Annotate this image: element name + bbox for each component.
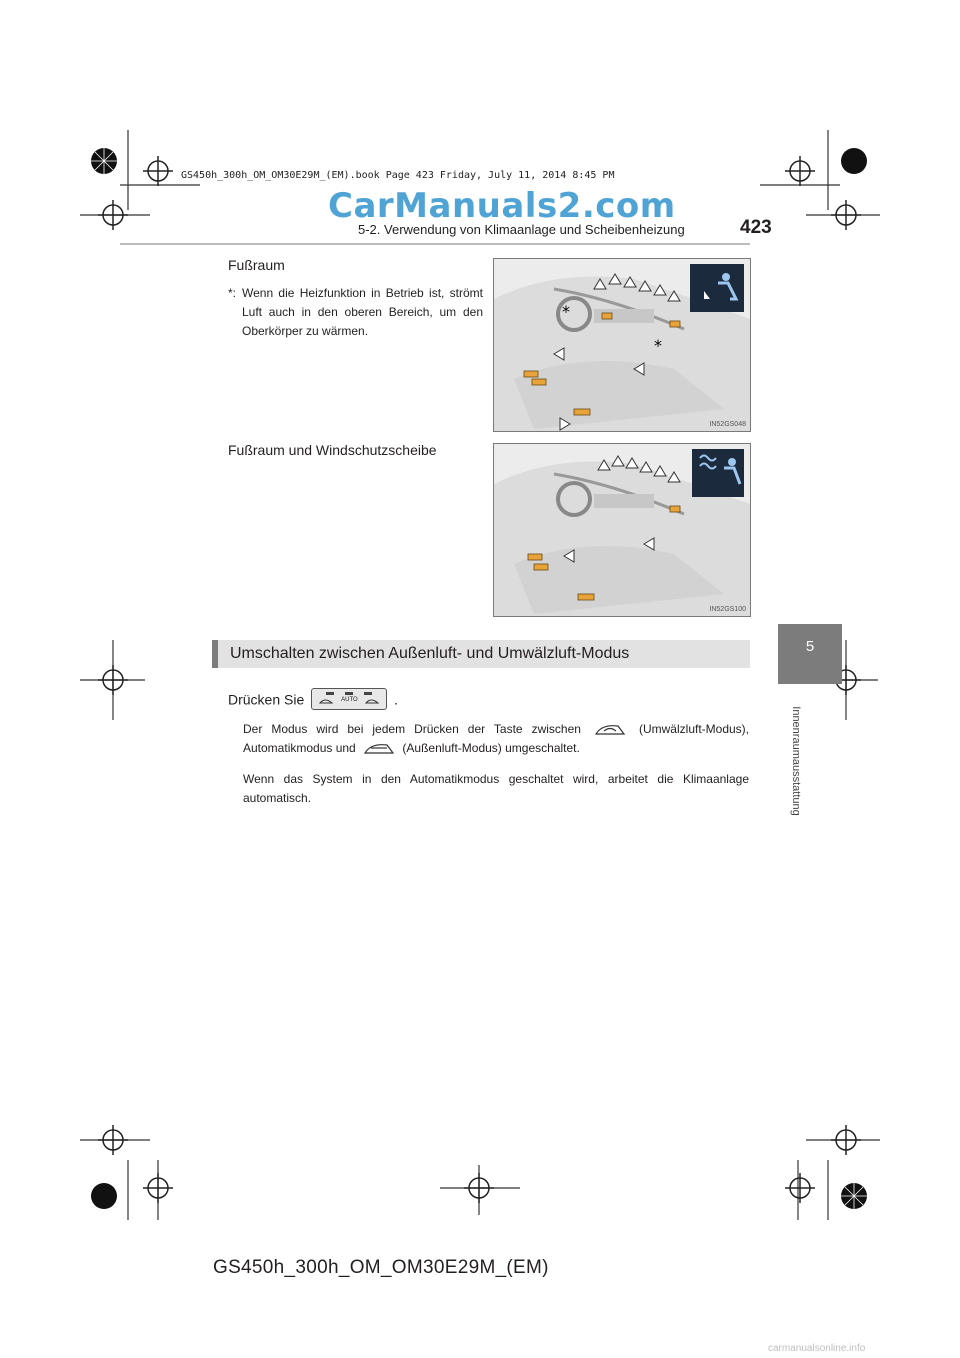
mode-text-1: Der Modus wird bei jedem Drücken der Taste zwischen [243, 722, 581, 736]
note-text: Wenn die Heizfunktion in Betrieb ist, strömt Luft auch in den oberen Bereich, um den Oberkörper zu wärmen. [242, 286, 483, 338]
auto-mode-description: Wenn das System in den Automatikmodus geschaltet wird, arbeitet die Klimaanlage automatisch. [243, 772, 749, 805]
mode-text-4: (Außenluft-Modus) umgeschaltet. [402, 741, 580, 755]
fussraum-windschutz-illustration [493, 443, 751, 617]
asterisk-1: * [562, 302, 570, 321]
page-number: 423 [740, 217, 772, 238]
watermark-bottom: carmanualsonline.info [768, 1343, 866, 1354]
auto-label: AUTO [341, 697, 358, 703]
section-title: 5-2. Verwendung von Klimaanlage und Scheibenheizung [358, 222, 685, 237]
chapter-number: 5 [805, 638, 815, 655]
mode-text-3: Automatikmodus und [243, 741, 356, 755]
asterisk-2: * [654, 336, 662, 355]
figure-code: IN52GS048 [709, 421, 746, 428]
section-heading [212, 640, 750, 668]
note-marker: *: [228, 286, 237, 300]
chapter-tab [778, 624, 842, 684]
fussraum-note [228, 284, 483, 341]
fussraum-illustration [493, 258, 751, 432]
car-interior-icon [494, 259, 750, 431]
press-after: . [394, 691, 398, 708]
mode-description [243, 720, 749, 758]
footer-model: GS450h_300h_OM_OM30E29M_(EM) [213, 1257, 549, 1278]
car-interior-icon [494, 444, 750, 616]
recirculation-icon [594, 722, 626, 738]
section-heading-text: Umschalten zwischen Außenluft- und Umwälzluft-Modus [230, 645, 630, 662]
figure-code: IN52GS100 [709, 606, 746, 613]
fussraum-windschutz-title: Fußraum und Windschutzscheibe [228, 442, 437, 458]
fresh-air-icon [363, 741, 395, 757]
press-instruction [228, 690, 398, 712]
watermark-logo: CarManuals2.com [328, 186, 676, 226]
header-rule [120, 243, 750, 245]
chapter-label: Innenraumausstattung [790, 706, 802, 816]
foot-mode-icon [690, 264, 744, 312]
press-before: Drücken Sie [228, 691, 305, 708]
fussraum-title: Fußraum [228, 257, 285, 273]
mode-text-2: (Umwälzluft-Modus), [638, 722, 749, 736]
print-header: GS450h_300h_OM_OM30E29M_(EM).book Page 423 Friday, July 11, 2014 8:45 PM [181, 170, 615, 181]
air-intake-button-icon [311, 688, 387, 710]
